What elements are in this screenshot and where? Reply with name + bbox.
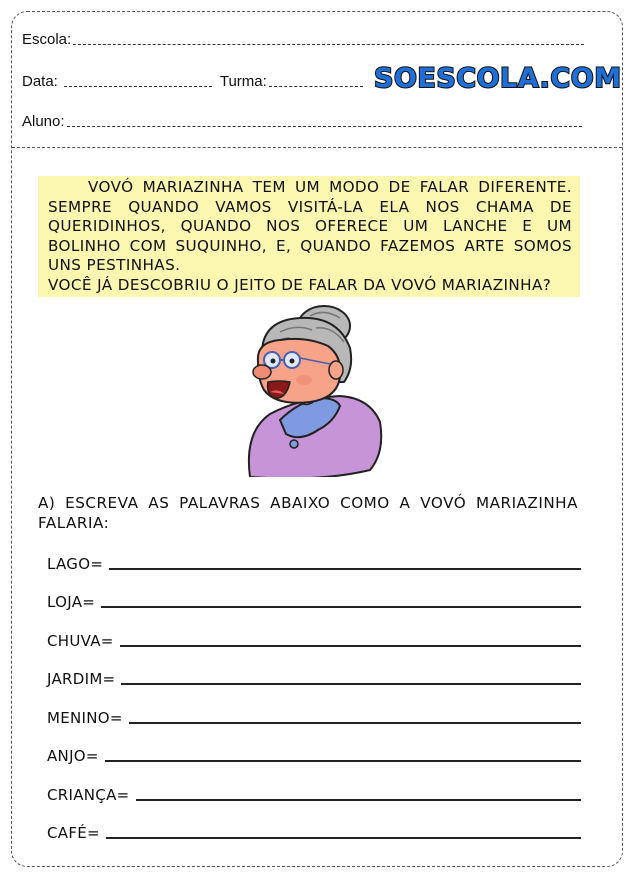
- word-label: CAFÉ=: [47, 824, 100, 842]
- story-box: [38, 176, 580, 297]
- word-row: [47, 593, 581, 611]
- answer-line[interactable]: [121, 683, 581, 685]
- word-row: [47, 555, 581, 573]
- word-row: [47, 709, 581, 727]
- class-label: Turma:: [219, 73, 267, 90]
- word-row: [47, 824, 581, 842]
- answer-line[interactable]: [105, 760, 581, 762]
- grandma-illustration: [240, 302, 385, 477]
- answer-line[interactable]: [129, 722, 581, 724]
- word-label: MENINO=: [47, 709, 123, 727]
- answer-line[interactable]: [136, 799, 581, 801]
- word-label: CHUVA=: [47, 632, 114, 650]
- school-row: [22, 31, 584, 48]
- exercise-question: A) ESCREVA AS PALAVRAS ABAIXO COMO A VOVÓ MARIAZINHA FALARIA:: [38, 494, 578, 532]
- word-label: LAGO=: [47, 555, 104, 573]
- word-label: JARDIM=: [47, 670, 116, 688]
- story-question: VOCÊ JÁ DESCOBRIU O JEITO DE FALAR DA VOVÓ MARIAZINHA?: [48, 275, 552, 294]
- class-field[interactable]: [269, 85, 363, 87]
- school-label: Escola:: [22, 31, 72, 48]
- answer-line[interactable]: [120, 645, 581, 647]
- answer-line[interactable]: [109, 568, 581, 570]
- word-row: [47, 632, 581, 650]
- soescola-logo: SOESCOLA.COM: [374, 63, 622, 94]
- word-row: [47, 670, 581, 688]
- date-row: [22, 73, 363, 90]
- answer-line[interactable]: [101, 606, 581, 608]
- date-label: Data:: [22, 73, 58, 90]
- word-label: ANJO=: [47, 747, 99, 765]
- date-field[interactable]: [64, 85, 212, 87]
- word-label: CRIANÇA=: [47, 786, 130, 804]
- school-field[interactable]: [73, 43, 584, 45]
- answer-line[interactable]: [106, 837, 581, 839]
- word-row: [47, 786, 581, 804]
- student-field[interactable]: [67, 125, 582, 127]
- student-label: Aluno:: [22, 113, 65, 130]
- student-row: [22, 113, 582, 130]
- story-paragraph: VOVÓ MARIAZINHA TEM UM MODO DE FALAR DIFERENTE. SEMPRE QUANDO VAMOS VISITÁ-LA ELA NOS CHAMA DE QUERIDINHOS, QUANDO NOS OFERECE UM LANCHE E UM BOLINHO COM SUQUINHO, E, QUANDO FAZEMOS ARTE SOMOS UNS PESTINHAS.: [48, 178, 572, 275]
- header-divider: [12, 147, 622, 148]
- word-row: [47, 747, 581, 765]
- word-label: LOJA=: [47, 593, 96, 611]
